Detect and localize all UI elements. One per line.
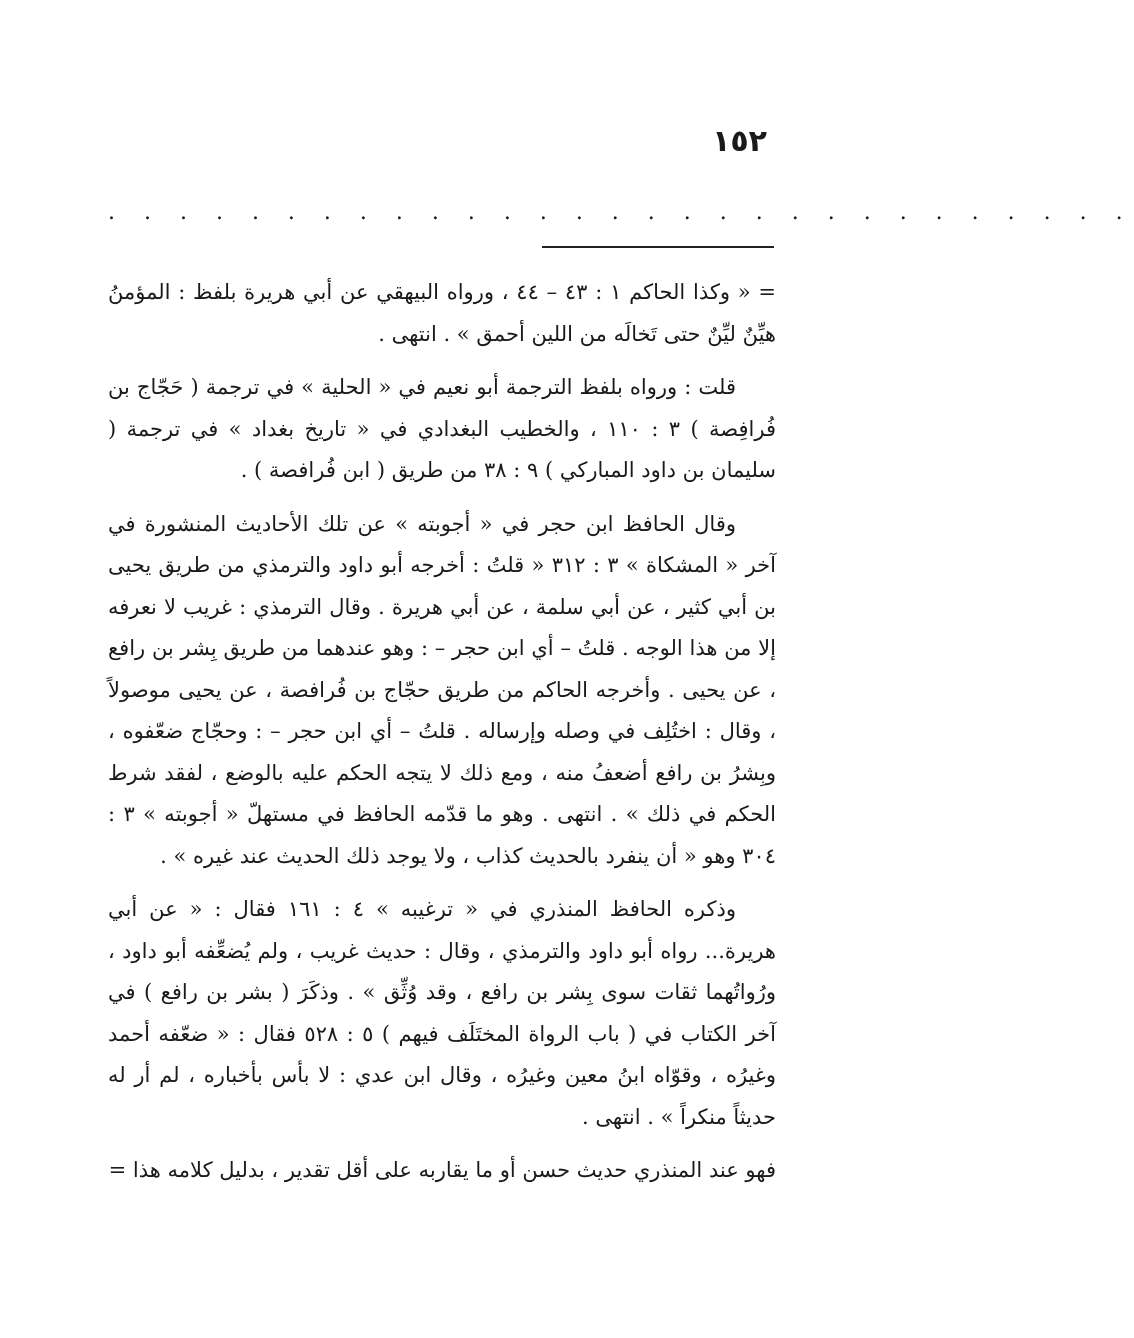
footnote-rule [542, 246, 774, 248]
paragraph-continuation: = « وكذا الحاكم ١ : ٤٣ – ٤٤ ، ورواه البيهقي عن أبي هريرة بلفظ : المؤمنُ هيِّنٌ ليِّنٌ حتى تَخالَه من اللين أحمق » . انتهى . [108, 280, 776, 346]
paragraph-continued: فهو عند المنذري حديث حسن أو ما يقاربه على أقل تقدير ، بدليل كلامه هذا = [108, 1158, 776, 1182]
dotted-separator: . . . . . . . . . . . . . . . . . . . . . . . . . . . . . [108, 200, 1134, 225]
footnote-text [108, 272, 776, 1192]
page-number: ١٥٢ [712, 124, 767, 159]
paragraph: وذكره الحافظ المنذري في « ترغيبه » ٤ : ١٦١ فقال : « عن أبي هريرة... رواه أبو داود والترمذي ، وقال : حديث غريب ، ولم يُضعِّفه أبو داود ، ورُواتُهما ثقات سوى بِشر بن رافع ، وقد وُثِّق » . وذكَرَ ( بشر بن رافع ) في آخر الكتاب في ( باب الرواة المختَلَف فيهم ) ٥ : ٥٢٨ فقال : « ضعّفه أحمد وغيرُه ، وقوّاه ابنُ معين وغيرُه ، وقال ابن عدي : لا بأس بأخباره ، لم أر له حديثاً منكراً » . انتهى . [108, 897, 776, 1129]
paragraph: وقال الحافظ ابن حجر في « أجوبته » عن تلك الأحاديث المنشورة في آخر « المشكاة » ٣ : ٣١٢ « قلتُ : أخرجه أبو داود والترمذي من طريق يحيى بن أبي كثير ، عن أبي سلمة ، عن أبي هريرة . وقال الترمذي : غريب لا نعرفه إلا من هذا الوجه . قلتُ – أي ابن حجر – : وهو عندهما من طريق بِشر بن رافع ، عن يحيى . وأخرجه الحاكم من طريق حجّاج بن فُرافصة ، عن يحيى موصولاً ، وقال : اختُلِف في وصله وإرساله . قلتُ – أي ابن حجر – : وحجّاج ضعّفوه ، وبِشرُ بن رافع أضعفُ منه ، ومع ذلك لا يتجه الحكم عليه بالوضع ، لفقد شرط الحكم في ذلك » . انتهى . وهو ما قدّمه الحافظ في مستهلّ « أجوبته » ٣ : ٣٠٤ وهو « أن ينفرد بالحديث كذاب ، ولا يوجد ذلك الحديث عند غيره » . [108, 511, 776, 868]
paragraph: قلت : ورواه بلفظ الترجمة أبو نعيم في « الحلية » في ترجمة ( حَجّاج بن فُرافِصة ) ٣ : ١١٠ ، والخطيب البغدادي في « تاريخ بغداد » في ترجمة ( سليمان بن داود المباركي ) ٩ : ٣٨ من طريق ( ابن فُرافصة ) . [108, 375, 776, 482]
